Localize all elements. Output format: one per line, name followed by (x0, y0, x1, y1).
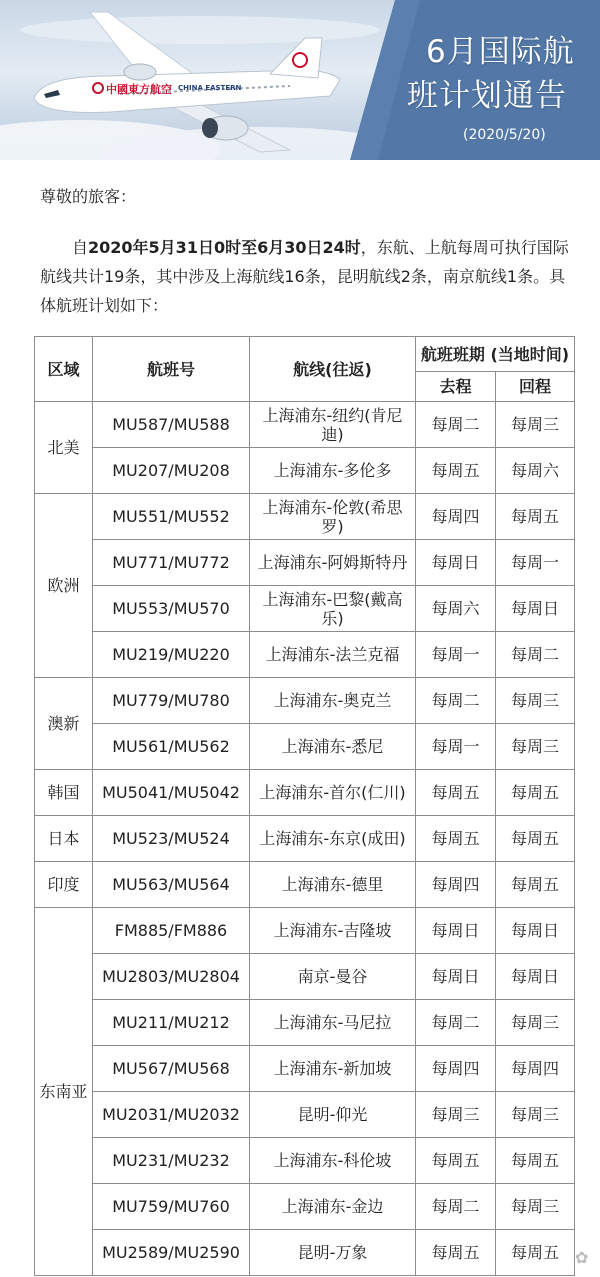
route-cell: 上海浦东-悉尼 (250, 724, 416, 770)
table-row (35, 448, 575, 494)
route-cell: 上海浦东-吉隆坡 (250, 908, 416, 954)
flight-cell: MU561/MU562 (93, 724, 250, 770)
return-cell: 每周六 (496, 448, 575, 494)
airline-name-en: CHINA EASTERN (178, 84, 242, 92)
table-row (35, 1000, 575, 1046)
route-cell: 上海浦东-金边 (250, 1184, 416, 1230)
route-cell: 上海浦东-纽约(肯尼迪) (250, 402, 416, 448)
table-row (35, 1230, 575, 1276)
banner-title-line2: 班计划通告 (407, 78, 567, 114)
table-row (35, 862, 575, 908)
flight-cell: MU759/MU760 (93, 1184, 250, 1230)
airline-name-cn: 中國東方航空 (106, 83, 172, 96)
table-row (35, 1092, 575, 1138)
table-row (35, 770, 575, 816)
flight-cell: MU211/MU212 (93, 1000, 250, 1046)
table-row (35, 586, 575, 632)
outbound-cell: 每周五 (416, 770, 496, 816)
return-cell: 每周五 (496, 816, 575, 862)
route-cell: 上海浦东-首尔(仁川) (250, 770, 416, 816)
route-cell: 昆明-仰光 (250, 1092, 416, 1138)
route-cell: 上海浦东-伦敦(希思罗) (250, 494, 416, 540)
outbound-cell: 每周日 (416, 954, 496, 1000)
intro-prefix: 自 (72, 238, 89, 257)
outbound-cell: 每周二 (416, 1184, 496, 1230)
return-cell: 每周日 (496, 586, 575, 632)
return-cell: 每周三 (496, 724, 575, 770)
table-row (35, 954, 575, 1000)
watermark-icon: ✿ (575, 1248, 589, 1267)
flight-cell: MU567/MU568 (93, 1046, 250, 1092)
table-row (35, 816, 575, 862)
return-cell: 每周四 (496, 1046, 575, 1092)
outbound-cell: 每周二 (416, 1000, 496, 1046)
route-cell: 上海浦东-阿姆斯特丹 (250, 540, 416, 586)
flight-cell: MU219/MU220 (93, 632, 250, 678)
return-cell: 每周三 (496, 1000, 575, 1046)
outbound-cell: 每周日 (416, 540, 496, 586)
table-row (35, 402, 575, 448)
outbound-cell: 每周三 (416, 1092, 496, 1138)
outbound-cell: 每周一 (416, 632, 496, 678)
return-cell: 每周三 (496, 402, 575, 448)
table-row (35, 540, 575, 586)
region-cell: 印度 (35, 862, 93, 908)
flight-cell: MU551/MU552 (93, 494, 250, 540)
outbound-cell: 每周五 (416, 1230, 496, 1276)
greeting: 尊敬的旅客： (40, 187, 137, 206)
intro-rest: ，东航、上航每周可执行国际航线共计19条，其中涉及上海航线16条，昆明航线2条，南京航线1条。具体航班计划如下： (40, 238, 569, 315)
flight-cell: MU2803/MU2804 (93, 954, 250, 1000)
route-cell: 上海浦东-多伦多 (250, 448, 416, 494)
route-cell: 上海浦东-东京(成田) (250, 816, 416, 862)
flight-cell: MU5041/MU5042 (93, 770, 250, 816)
flight-cell: MU2589/MU2590 (93, 1230, 250, 1276)
flight-cell: MU771/MU772 (93, 540, 250, 586)
outbound-cell: 每周四 (416, 1046, 496, 1092)
flight-cell: FM885/FM886 (93, 908, 250, 954)
table-row (35, 1184, 575, 1230)
flight-cell: MU587/MU588 (93, 402, 250, 448)
header-return: 回程 (496, 372, 575, 402)
region-cell: 韩国 (35, 770, 93, 816)
return-cell: 每周三 (496, 678, 575, 724)
outbound-cell: 每周五 (416, 816, 496, 862)
return-cell: 每周一 (496, 540, 575, 586)
outbound-cell: 每周六 (416, 586, 496, 632)
region-cell: 东南亚 (35, 908, 93, 1276)
outbound-cell: 每周五 (416, 448, 496, 494)
header-route: 航线(往返) (250, 337, 416, 402)
route-cell: 上海浦东-德里 (250, 862, 416, 908)
flight-cell: MU563/MU564 (93, 862, 250, 908)
banner-date: (2020/5/20) (463, 127, 546, 143)
outbound-cell: 每周四 (416, 494, 496, 540)
header-outbound: 去程 (416, 372, 496, 402)
region-cell: 日本 (35, 816, 93, 862)
return-cell: 每周五 (496, 1138, 575, 1184)
route-cell: 上海浦东-新加坡 (250, 1046, 416, 1092)
table-row (35, 1138, 575, 1184)
header-banner (0, 0, 600, 160)
outbound-cell: 每周一 (416, 724, 496, 770)
table-row (35, 908, 575, 954)
route-cell: 上海浦东-巴黎(戴高乐) (250, 586, 416, 632)
table-row (35, 678, 575, 724)
intro-paragraph (40, 233, 570, 320)
flight-rows (35, 402, 575, 1276)
outbound-cell: 每周五 (416, 1138, 496, 1184)
route-cell: 上海浦东-科伦坡 (250, 1138, 416, 1184)
table-row (35, 1046, 575, 1092)
region-cell: 欧洲 (35, 494, 93, 678)
return-cell: 每周日 (496, 954, 575, 1000)
route-cell: 上海浦东-奥克兰 (250, 678, 416, 724)
route-cell: 昆明-万象 (250, 1230, 416, 1276)
return-cell: 每周二 (496, 632, 575, 678)
route-cell: 上海浦东-马尼拉 (250, 1000, 416, 1046)
return-cell: 每周五 (496, 1230, 575, 1276)
return-cell: 每周三 (496, 1092, 575, 1138)
banner-title-line1: 6月国际航 (426, 34, 575, 70)
return-cell: 每周五 (496, 770, 575, 816)
header-flight: 航班号 (93, 337, 250, 402)
table-row (35, 632, 575, 678)
outbound-cell: 每周二 (416, 678, 496, 724)
flight-cell: MU231/MU232 (93, 1138, 250, 1184)
outbound-cell: 每周二 (416, 402, 496, 448)
flight-cell: MU779/MU780 (93, 678, 250, 724)
table-row (35, 724, 575, 770)
route-cell: 上海浦东-法兰克福 (250, 632, 416, 678)
header-schedule: 航班班期 (当地时间) (416, 337, 575, 372)
route-cell: 南京-曼谷 (250, 954, 416, 1000)
flight-schedule-table (34, 336, 575, 1276)
return-cell: 每周五 (496, 862, 575, 908)
flight-cell: MU207/MU208 (93, 448, 250, 494)
outbound-cell: 每周四 (416, 862, 496, 908)
outbound-cell: 每周日 (416, 908, 496, 954)
return-cell: 每周五 (496, 494, 575, 540)
intro-period: 2020年5月31日0时至6月30日24时 (88, 238, 361, 257)
return-cell: 每周三 (496, 1184, 575, 1230)
region-cell: 北美 (35, 402, 93, 494)
table-row (35, 494, 575, 540)
region-cell: 澳新 (35, 678, 93, 770)
flight-cell: MU553/MU570 (93, 586, 250, 632)
header-region: 区域 (35, 337, 93, 402)
flight-cell: MU2031/MU2032 (93, 1092, 250, 1138)
flight-cell: MU523/MU524 (93, 816, 250, 862)
return-cell: 每周日 (496, 908, 575, 954)
